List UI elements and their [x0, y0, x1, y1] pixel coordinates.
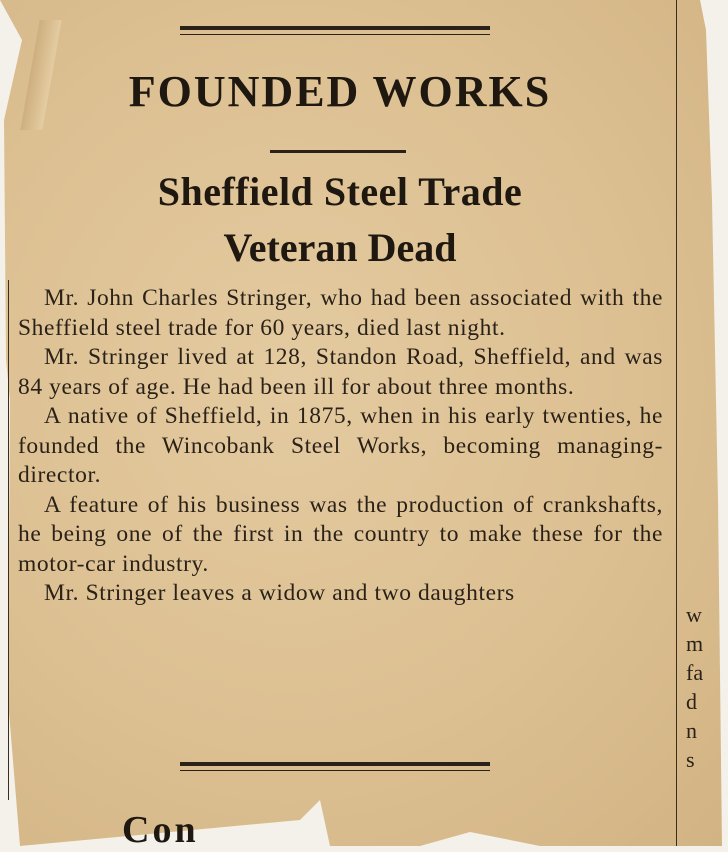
top-rule-thin: [180, 34, 490, 35]
paragraph-3: A native of Sheffield, in 1875, when in his early twenties, he founded the Wincobank Steel Works, becoming managing-director.: [18, 403, 663, 488]
adjacent-column-fragment: [686, 600, 714, 774]
fragment-4: d: [686, 689, 697, 714]
article-body: [18, 284, 663, 609]
paragraph-2: Mr. Stringer lived at 128, Standon Road, Sheffield, and was 84 years of age. He had been ill for about three months.: [18, 344, 663, 400]
bottom-rule: [180, 762, 490, 766]
headline-line-2: Veteran Dead: [223, 225, 457, 270]
right-column-rule: [676, 0, 677, 846]
paragraph-5: Mr. Stringer leaves a widow and two daughters: [44, 580, 515, 606]
fragment-6: s: [686, 747, 695, 772]
fragment-2: m: [686, 631, 704, 656]
next-article-heading: Con: [122, 809, 199, 851]
fragment-5: n: [686, 718, 697, 743]
kicker-headline: FOUNDED WORKS: [128, 67, 552, 116]
bottom-rule-thin: [180, 770, 490, 771]
headline-line-1: Sheffield Steel Trade: [157, 169, 523, 214]
top-rule: [180, 26, 490, 30]
paragraph-4: A feature of his business was the production of crankshafts, he being one of the first in the country to make these for the motor-car industry.: [18, 491, 663, 577]
fragment-1: w: [686, 602, 702, 627]
fragment-3: fa: [686, 660, 704, 685]
paragraph-1: Mr. John Charles Stringer, who had been associated with the Sheffield steel trade for 60 years, died last night.: [18, 285, 663, 341]
left-column-rule: [8, 280, 9, 800]
headline-divider: [270, 150, 406, 153]
